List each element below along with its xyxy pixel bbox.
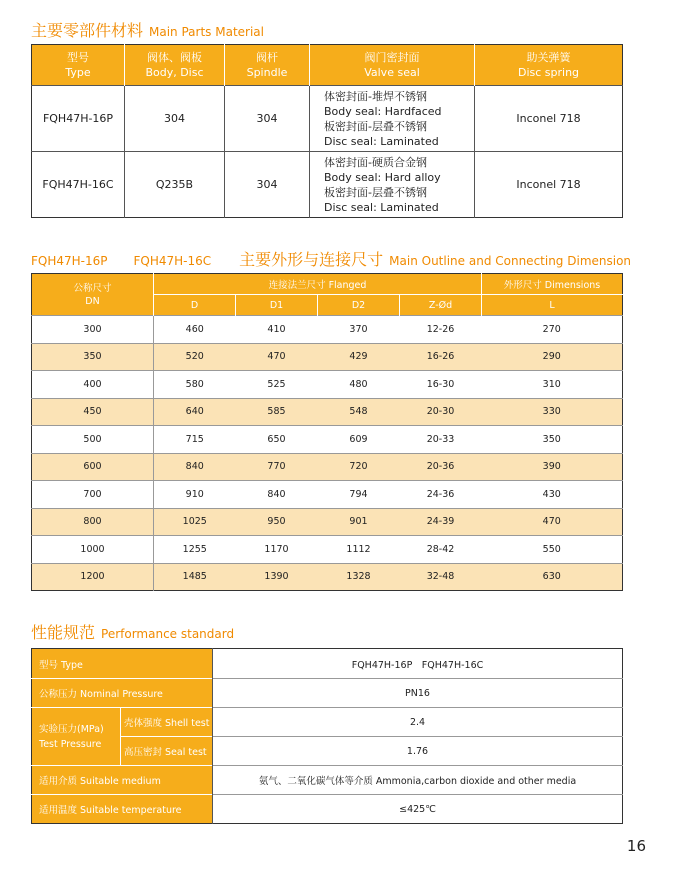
cell-l: 310 bbox=[482, 371, 623, 399]
section-title-cn: 主要零部件材料 bbox=[31, 21, 144, 40]
value-seal-test: 1.76 bbox=[213, 737, 623, 766]
label-shell-test: 壳体强度 Shell test bbox=[121, 708, 213, 737]
value-temperature: ≤425℃ bbox=[213, 795, 623, 824]
page-number: 16 bbox=[626, 837, 646, 855]
cell-spring: Inconel 718 bbox=[475, 152, 623, 218]
cell-d1: 950 bbox=[236, 508, 318, 536]
cell-l: 390 bbox=[482, 453, 623, 481]
header-spindle: 阀杆 Spindle bbox=[225, 45, 310, 86]
performance-table bbox=[31, 648, 623, 824]
section-title-dimensions bbox=[31, 247, 631, 270]
table-row bbox=[32, 426, 623, 454]
table-row bbox=[32, 316, 623, 344]
header-l: L bbox=[482, 295, 623, 316]
cell-z-od: 24-39 bbox=[400, 508, 482, 536]
cell-d1: 470 bbox=[236, 343, 318, 371]
model-label-1: FQH47H-16P bbox=[31, 254, 108, 268]
cell-d2: 901 bbox=[318, 508, 400, 536]
cell-dn: 700 bbox=[32, 481, 154, 509]
cell-d: 910 bbox=[154, 481, 236, 509]
cell-d2: 1328 bbox=[318, 563, 400, 591]
section-title-en: Main Outline and Connecting Dimension bbox=[389, 254, 632, 268]
header-disc-spring: 助关弹簧 Disc spring bbox=[517, 51, 580, 79]
cell-dn: 500 bbox=[32, 426, 154, 454]
cell-d: 520 bbox=[154, 343, 236, 371]
materials-table bbox=[31, 44, 623, 218]
value-medium: 氨气、二氧化碳气体等介质 Ammonia,carbon dioxide and other media bbox=[213, 766, 623, 795]
label-temperature: 适用温度 Suitable temperature bbox=[32, 795, 213, 824]
cell-d1: 840 bbox=[236, 481, 318, 509]
cell-z-od: 28-42 bbox=[400, 536, 482, 564]
cell-z-od: 16-30 bbox=[400, 371, 482, 399]
cell-spring: Inconel 718 bbox=[475, 86, 623, 152]
cell-d: 580 bbox=[154, 371, 236, 399]
cell-body: Q235B bbox=[125, 152, 225, 218]
cell-l: 430 bbox=[482, 481, 623, 509]
dimensions-table bbox=[31, 273, 623, 591]
cell-z-od: 20-30 bbox=[400, 398, 482, 426]
cell-d: 840 bbox=[154, 453, 236, 481]
label-type: 型号 Type bbox=[32, 649, 213, 679]
header-dn: 公称尺寸 DN bbox=[32, 274, 154, 316]
cell-l: 630 bbox=[482, 563, 623, 591]
model-label-2: FQH47H-16C bbox=[133, 254, 212, 268]
table-row bbox=[32, 343, 623, 371]
cell-d: 1255 bbox=[154, 536, 236, 564]
label-seal-test: 高压密封 Seal test bbox=[121, 737, 213, 766]
header-valve-seal: 阀门密封面 Valve seal bbox=[310, 45, 475, 86]
cell-z-od: 32-48 bbox=[400, 563, 482, 591]
cell-dn: 1200 bbox=[32, 563, 154, 591]
section-title-en: Main Parts Material bbox=[149, 25, 264, 39]
cell-z-od: 12-26 bbox=[400, 316, 482, 344]
cell-dn: 450 bbox=[32, 398, 154, 426]
label-nominal-pressure: 公称压力 Nominal Pressure bbox=[32, 679, 213, 708]
section-title-en: Performance standard bbox=[101, 627, 235, 641]
cell-d2: 429 bbox=[318, 343, 400, 371]
value-nominal-pressure: PN16 bbox=[213, 679, 623, 708]
cell-l: 550 bbox=[482, 536, 623, 564]
table-row bbox=[32, 398, 623, 426]
cell-d1: 410 bbox=[236, 316, 318, 344]
cell-l: 330 bbox=[482, 398, 623, 426]
cell-d2: 720 bbox=[318, 453, 400, 481]
value-shell-test: 2.4 bbox=[213, 708, 623, 737]
cell-d1: 585 bbox=[236, 398, 318, 426]
cell-body: 304 bbox=[125, 86, 225, 152]
table-row bbox=[32, 481, 623, 509]
cell-seal: 体密封面-堆焊不锈钢 Body seal: Hardfaced 板密封面-层叠不锈钢 Disc seal: Laminated bbox=[310, 86, 475, 152]
cell-z-od: 24-36 bbox=[400, 481, 482, 509]
cell-z-od: 20-33 bbox=[400, 426, 482, 454]
cell-d: 1025 bbox=[154, 508, 236, 536]
header-outline: 外形尺寸 Dimensions bbox=[503, 280, 601, 291]
cell-d2: 370 bbox=[318, 316, 400, 344]
cell-l: 290 bbox=[482, 343, 623, 371]
table-row bbox=[32, 508, 623, 536]
table-row bbox=[32, 536, 623, 564]
cell-type: FQH47H-16C bbox=[32, 152, 125, 218]
section-title-performance bbox=[31, 620, 234, 643]
header-d2: D2 bbox=[318, 295, 400, 316]
table-row bbox=[32, 86, 623, 152]
table-row bbox=[32, 563, 623, 591]
cell-spindle: 304 bbox=[225, 152, 310, 218]
cell-dn: 800 bbox=[32, 508, 154, 536]
header-d1: D1 bbox=[236, 295, 318, 316]
cell-d2: 548 bbox=[318, 398, 400, 426]
cell-d2: 609 bbox=[318, 426, 400, 454]
cell-d: 460 bbox=[154, 316, 236, 344]
section-title-cn: 主要外形与连接尺寸 bbox=[239, 250, 384, 269]
cell-d: 1485 bbox=[154, 563, 236, 591]
cell-l: 270 bbox=[482, 316, 623, 344]
cell-d2: 1112 bbox=[318, 536, 400, 564]
cell-d2: 794 bbox=[318, 481, 400, 509]
header-body-disc: 阀体、阀板 Body, Disc bbox=[125, 45, 225, 86]
cell-z-od: 16-26 bbox=[400, 343, 482, 371]
cell-d1: 1170 bbox=[236, 536, 318, 564]
table-row bbox=[32, 453, 623, 481]
cell-dn: 400 bbox=[32, 371, 154, 399]
header-z-od: Z-Ød bbox=[400, 295, 482, 316]
cell-l: 470 bbox=[482, 508, 623, 536]
label-test-pressure: 实验压力(MPa) Test Pressure bbox=[32, 708, 121, 766]
cell-d1: 650 bbox=[236, 426, 318, 454]
cell-l: 350 bbox=[482, 426, 623, 454]
cell-d: 715 bbox=[154, 426, 236, 454]
label-medium: 适用介质 Suitable medium bbox=[32, 766, 213, 795]
header-type: 型号 Type bbox=[32, 45, 125, 86]
cell-dn: 350 bbox=[32, 343, 154, 371]
header-flanged: 连接法兰尺寸 Flanged bbox=[154, 274, 482, 295]
cell-type: FQH47H-16P bbox=[32, 86, 125, 152]
cell-spindle: 304 bbox=[225, 86, 310, 152]
cell-d: 640 bbox=[154, 398, 236, 426]
table-row bbox=[32, 371, 623, 399]
cell-z-od: 20-36 bbox=[400, 453, 482, 481]
cell-d1: 1390 bbox=[236, 563, 318, 591]
cell-d2: 480 bbox=[318, 371, 400, 399]
cell-dn: 300 bbox=[32, 316, 154, 344]
cell-dn: 600 bbox=[32, 453, 154, 481]
cell-d1: 525 bbox=[236, 371, 318, 399]
cell-d1: 770 bbox=[236, 453, 318, 481]
cell-seal: 体密封面-硬质合金钢 Body seal: Hard alloy 板密封面-层叠不锈钢 Disc seal: Laminated bbox=[310, 152, 475, 218]
section-title-cn: 性能规范 bbox=[31, 623, 96, 642]
cell-dn: 1000 bbox=[32, 536, 154, 564]
value-type: FQH47H-16P FQH47H-16C bbox=[213, 649, 623, 679]
header-d: D bbox=[154, 295, 236, 316]
table-row bbox=[32, 152, 623, 218]
section-title-materials bbox=[31, 18, 264, 41]
